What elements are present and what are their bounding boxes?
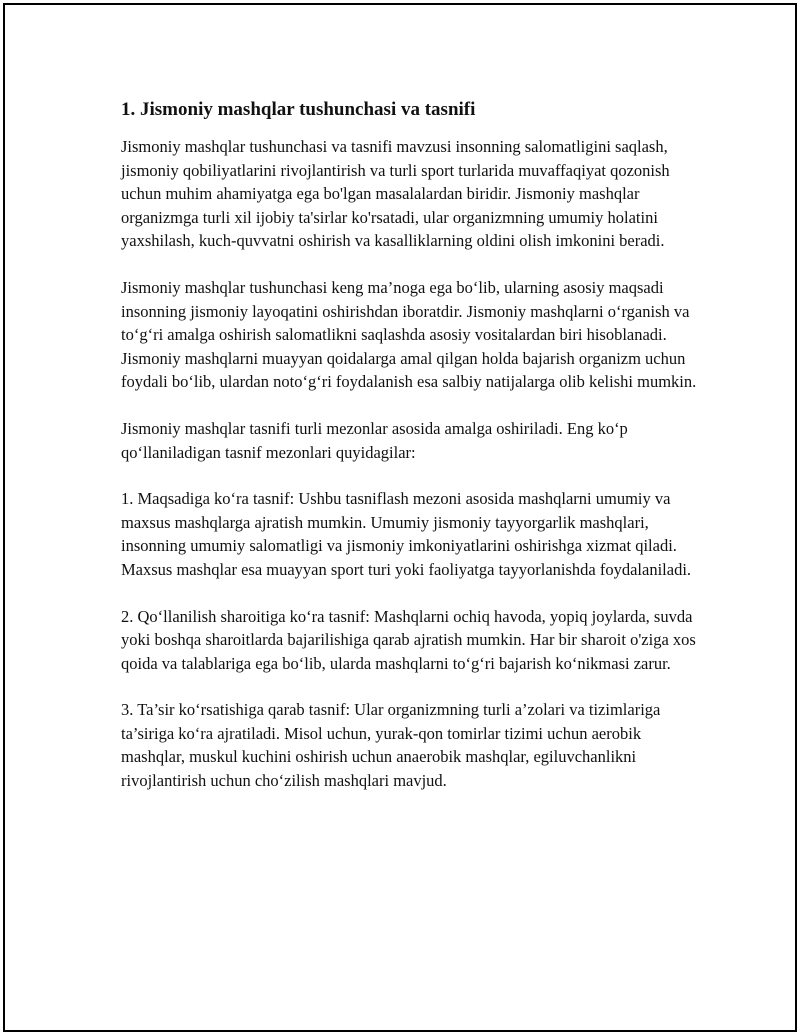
paragraph-conditions-classification: 2. Qo‘llanilish sharoitiga ko‘ra tasnif: Mashqlarni ochiq havoda, yopiq joylarda, suvda yoki boshqa sharoitlarda bajarilishiga qarab ajratish mumkin. Har bir sharoit o'ziga xos qoida va talablariga ega bo‘lib, ularda mashqlarni to‘g‘ri bajarish ko‘nikmasi zarur.: [121, 606, 696, 673]
paragraph-intro: Jismoniy mashqlar tushunchasi va tasnifi mavzusi insonning salomatligini saqlash, jismoniy qobiliyatlarini rivojlantirish va turli sport turlarida muvaffaqiyat qozonish uchun muhim ahamiyatga ega bo'lgan masalalardan biridir. Jismoniy mashqlar organizmga turli xil ijobiy ta'sirlar ko'rsatadi, ular organizmning umumiy holatini yaxshilash, kuch-quvvatni oshirish va kasalliklarning oldini olish imkonini beradi.: [121, 137, 670, 251]
document-title: 1. Jismoniy mashqlar tushunchasi va tasnifi: [121, 99, 476, 120]
paragraph-purpose-classification: 1. Maqsadiga ko‘ra tasnif: Ushbu tasniflash mezoni asosida mashqlarni umumiy va maxsus mashqlarga ajratish mumkin. Umumiy jismoniy tayyorgarlik mashqlari, insonning umumiy salomatligi va jismoniy imkoniyatlarini oshirishga xizmat qiladi. Maxsus mashqlar esa muayyan sport turi yoki faoliyatga tayyorlanishda foydalaniladi.: [121, 489, 692, 579]
document-body: [121, 97, 701, 816]
page-frame: [3, 3, 797, 1032]
paragraph-classification: Jismoniy mashqlar tasnifi turli mezonlar asosida amalga oshiriladi. Eng ko‘p qo‘llaniladigan tasnif mezonlari quyidagilar:: [121, 418, 628, 462]
paragraph-concept: Jismoniy mashqlar tushunchasi keng ma’noga ega bo‘lib, ularning asosiy maqsadi insonning jismoniy layoqatini oshirishdan iboratdir. Jismoniy mashqlarni o‘rganish va to‘g‘ri amalga oshirish salomatlikni saqlashda asosiy vositalardan biri hisoblanadi. Jismoniy mashqlarni muayyan qoidalarga amal qilgan holda bajarish organizm uchun foydali bo‘lib, ulardan noto‘g‘ri foydalanish esa salbiy natijalarga olib kelishi mumkin.: [121, 277, 697, 392]
paragraph-effect-classification: 3. Ta’sir ko‘rsatishiga qarab tasnif: Ular organizmning turli a’zolari va tizimlariga ta’siriga ko‘ra ajratiladi. Misol uchun, yurak-qon tomirlar tizimi uchun aerobik mashqlar, muskul kuchini oshirish uchun anaerobik mashqlar, egiluvchanlikni rivojlantirish uchun cho‘zilish mashqlari mavjud.: [121, 700, 661, 791]
